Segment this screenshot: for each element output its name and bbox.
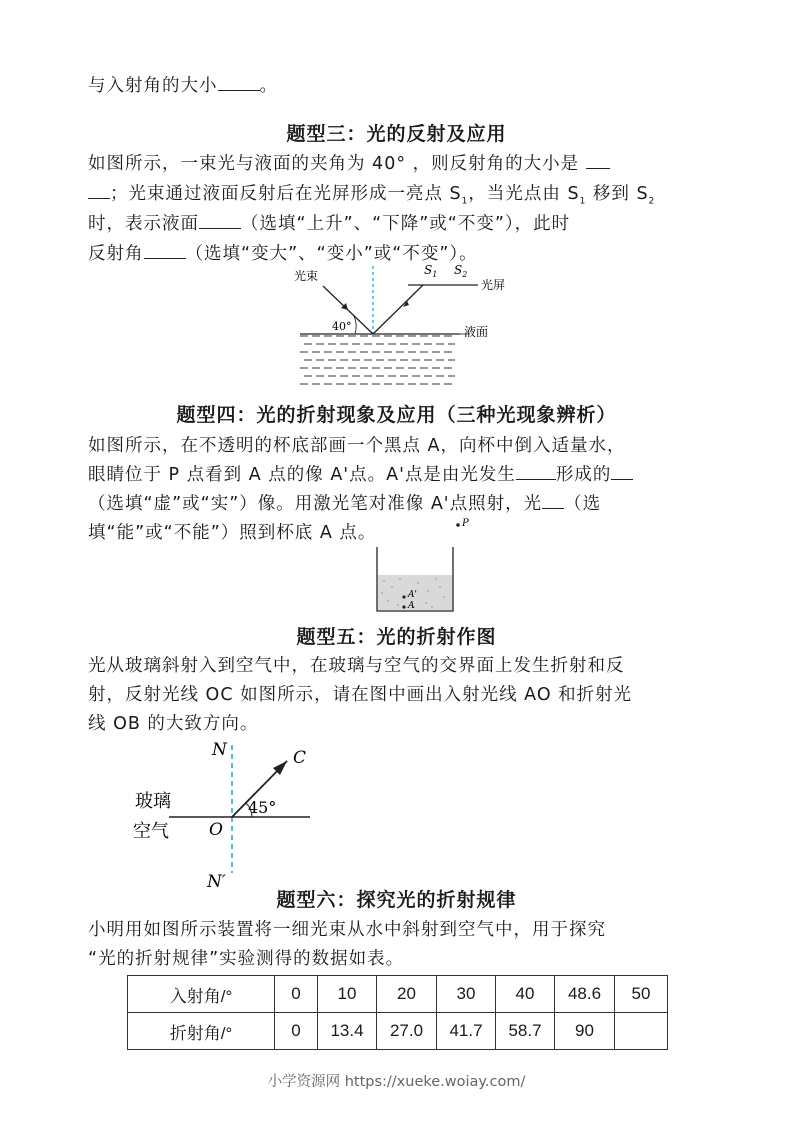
- cup-figure: [370, 515, 470, 615]
- subscript: 1: [579, 196, 587, 207]
- refraction-data-table: [127, 975, 668, 1050]
- s5-line-3: 线 OB 的大致方向。: [88, 714, 259, 734]
- table-cell: 10: [318, 976, 377, 1013]
- reflected-ray: [373, 285, 423, 334]
- table-cell: 90: [555, 1013, 615, 1050]
- screen-label: 光屏: [481, 278, 506, 292]
- answer-blank[interactable]: [611, 461, 633, 480]
- table-row-incidence: [128, 976, 668, 1013]
- refraction-figure: [125, 735, 325, 895]
- s3-text-2: ；光束通过液面反射后在光屏形成一亮点 S: [110, 184, 462, 204]
- s3-text-3a: 时，表示液面: [88, 214, 199, 234]
- s3-line-3: [88, 210, 570, 238]
- table-cell: 40: [496, 976, 555, 1013]
- s4-text-3a: （选填“虚”或“实”）像。用激光笔对准像 A'点照射，光: [88, 494, 543, 514]
- s4-text-2b: 形成的: [555, 465, 612, 485]
- table-cell: 50: [615, 976, 668, 1013]
- prev-text: 与入射角的大小: [88, 76, 218, 96]
- row-label-refraction: 折射角/°: [128, 1013, 275, 1050]
- s3-text-3b: （选填“上升”、“下降”或“不变”），此时: [241, 214, 571, 234]
- p-label: P: [462, 518, 469, 529]
- table-cell: 27.0: [377, 1013, 437, 1050]
- answer-blank[interactable]: [144, 240, 186, 259]
- s4-line-2: [88, 461, 633, 489]
- angle-45-label: 45°: [248, 798, 277, 817]
- s4-text-2a: 眼睛位于 P 点看到 A 点的像 A'点。A'点是由光发生: [88, 465, 516, 485]
- section-5-title: 题型五：光的折射作图: [296, 626, 497, 648]
- section-3-title: 题型三：光的反射及应用: [286, 123, 507, 145]
- answer-blank[interactable]: [199, 210, 241, 229]
- row-label-incidence: 入射角/°: [128, 976, 275, 1013]
- s5-line-1: 光从玻璃斜射入到空气中，在玻璃与空气的交界面上发生折射和反: [88, 656, 625, 676]
- answer-blank[interactable]: [542, 490, 564, 509]
- prev-text-end: 。: [259, 76, 278, 96]
- s2-label: $S_2$: [454, 263, 468, 279]
- table-cell: 41.7: [437, 1013, 496, 1050]
- table-cell: 20: [377, 976, 437, 1013]
- air-label: 空气: [133, 821, 169, 842]
- table-cell: 13.4: [318, 1013, 377, 1050]
- table-cell: 0: [275, 976, 318, 1013]
- angle-arc: [354, 316, 356, 334]
- liquid-dashes: [300, 336, 455, 384]
- s4-line-1: 如图所示，在不透明的杯底部画一个黑点 A，向杯中倒入适量水，: [88, 436, 626, 456]
- table-cell: 0: [275, 1013, 318, 1050]
- surface-label: 液面: [464, 325, 489, 339]
- answer-blank[interactable]: [516, 461, 556, 480]
- s6-line-2: “光的折射规律”实验测得的数据如表。: [88, 949, 405, 969]
- table-row-refraction: [128, 1013, 668, 1050]
- answer-blank[interactable]: [586, 150, 610, 169]
- eye-point-p: [456, 523, 460, 527]
- o-label: O: [209, 820, 223, 840]
- section-4-title: 题型四：光的折射现象及应用（三种光现象辨析）: [176, 404, 617, 426]
- s4-line-3: [88, 490, 601, 518]
- s3-text-4b: （选填“变大”、“变小”或“不变”）。: [185, 244, 478, 264]
- s6-line-1: 小明用如图所示装置将一细光束从水中斜射到空气中，用于探究: [88, 920, 606, 940]
- angle-label: 40°: [332, 320, 352, 333]
- s3-text-4a: 反射角: [88, 244, 144, 264]
- a-label: A: [408, 601, 415, 611]
- a-prime-label: A': [408, 590, 417, 600]
- table-cell: 48.6: [555, 976, 615, 1013]
- point-a: [402, 605, 405, 608]
- answer-blank[interactable]: [88, 180, 110, 199]
- c-label: C: [293, 748, 307, 768]
- subscript: 2: [648, 196, 656, 207]
- beam-label: 光束: [294, 269, 319, 283]
- section-6-title: 题型六：探究光的折射规律: [276, 889, 517, 911]
- s5-line-2: 射，反射光线 OC 如图所示，请在图中画出入射光线 AO 和折射光: [88, 685, 633, 705]
- n-label: N: [212, 740, 227, 760]
- table-cell: 58.7: [496, 1013, 555, 1050]
- subscript: 1: [461, 196, 469, 207]
- s3-line-1: [88, 150, 610, 178]
- s4-line-4: 填“能”或“不能”）照到杯底 A 点。: [88, 523, 377, 543]
- glass-label: 玻璃: [135, 791, 171, 812]
- s3-text-1: 如图所示，一束光与液面的夹角为 40° ，则反射角的大小是: [88, 154, 586, 174]
- table-cell-empty[interactable]: [615, 1013, 668, 1050]
- footer-watermark: 小学资源网 https://xueke.woiay.com/: [267, 1074, 526, 1090]
- answer-blank[interactable]: [218, 72, 260, 91]
- n-prime-label: N′: [207, 872, 226, 892]
- s1-label: $S_1$: [424, 263, 438, 279]
- image-point-a-prime: [402, 595, 405, 598]
- s3-text-2b: ，当光点由 S: [468, 184, 580, 204]
- prev-question-tail: [88, 72, 278, 100]
- reflection-figure: [290, 258, 520, 393]
- table-cell: 30: [437, 976, 496, 1013]
- s3-text-2c: 移到 S: [586, 184, 649, 204]
- s4-text-3b: （选: [564, 494, 602, 514]
